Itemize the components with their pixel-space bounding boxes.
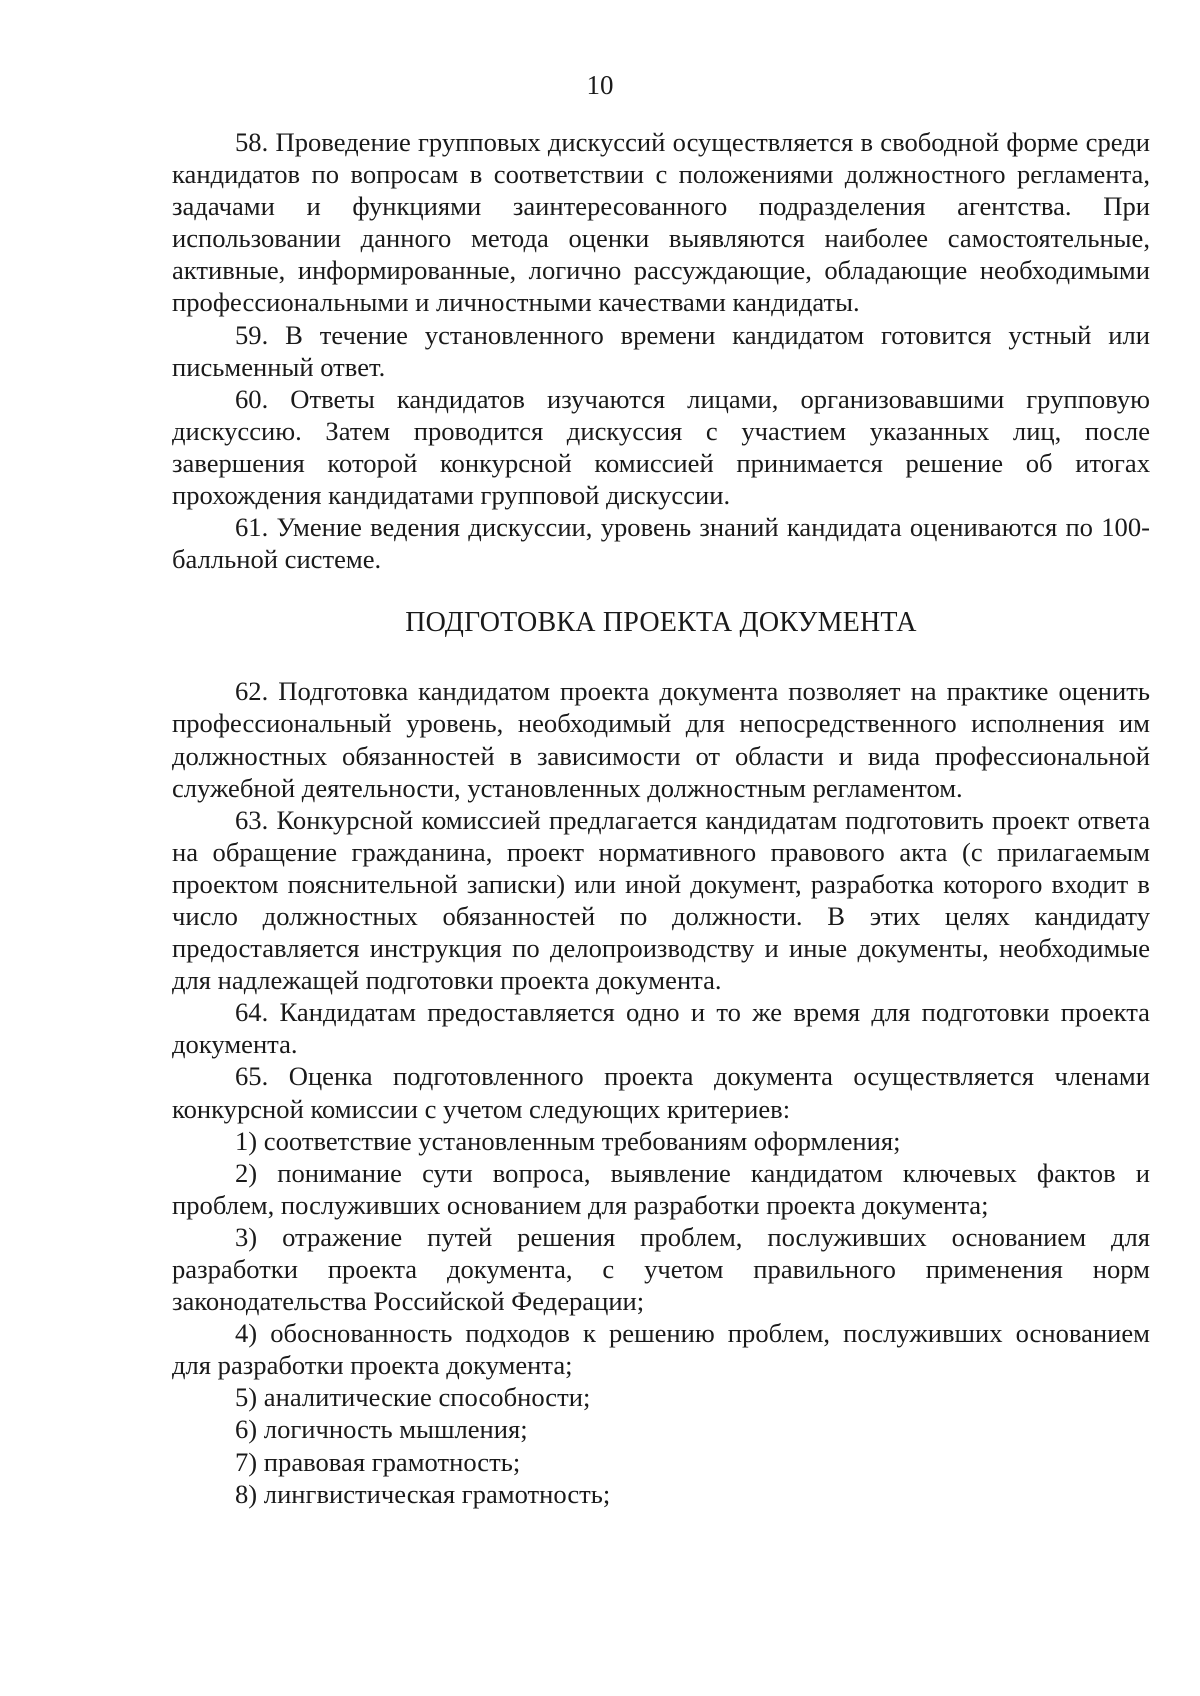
- document-body: [172, 126, 1150, 1510]
- section-heading: ПОДГОТОВКА ПРОЕКТА ДОКУМЕНТА: [405, 607, 917, 639]
- paragraph-65: 65. Оценка подготовленного проекта документа осуществляется членами конкурсной комиссии с учетом следующих критериев:: [172, 1061, 1150, 1124]
- criterion-2: 2) понимание сути вопроса, выявление кандидатом ключевых фактов и проблем, послуживших основанием для разработки проекта документа;: [172, 1157, 1150, 1220]
- criterion-8: 8) лингвистическая грамотность;: [235, 1478, 611, 1509]
- paragraph-62: 62. Подготовка кандидатом проекта документа позволяет на практике оценить профессиональный уровень, необходимый для непосредственного исполнения им должностных обязанностей в зависимости от области и вида профессиональной служебной деятельности, установленных должностным регламентом.: [172, 676, 1150, 803]
- criterion-6: 6) логичность мышления;: [235, 1414, 528, 1445]
- paragraph-60: 60. Ответы кандидатов изучаются лицами, организовавшими групповую дискуссию. Затем проводится дискуссия с участием указанных лиц, после завершения которой конкурсной комиссией принимается решение об итогах прохождения кандидатами групповой дискуссии.: [172, 383, 1150, 511]
- criterion-5: 5) аналитические способности;: [235, 1382, 591, 1413]
- page-number: 10: [586, 70, 614, 100]
- criterion-7: 7) правовая грамотность;: [235, 1446, 521, 1477]
- paragraph-58: 58. Проведение групповых дискуссий осуществляется в свободной форме среди кандидатов по вопросам в соответствии с положениями должностного регламента, задачами и функциями заинтересованного подразделения агентства. При использовании данного метода оценки выявляются наиболее самостоятельные, активные, информированные, логично рассуждающие, обладающие необходимыми профессиональными и личностными качествами кандидаты.: [172, 127, 1150, 318]
- paragraph-63: 63. Конкурсной комиссией предлагается кандидатам подготовить проект ответа на обращение гражданина, проект нормативного правового акта (с прилагаемым проектом пояснительной записки) или иной документ, разработка которого входит в число должностных обязанностей по должности. В этих целях кандидату предоставляется инструкция по делопроизводству и иные документы, необходимые для надлежащей подготовки проекта документа.: [172, 804, 1150, 996]
- paragraph-59: 59. В течение установленного времени кандидатом готовится устный или письменный ответ.: [172, 319, 1150, 382]
- criterion-4: 4) обоснованность подходов к решению проблем, послуживших основанием для разработки проекта документа;: [172, 1318, 1150, 1381]
- paragraph-61: 61. Умение ведения дискуссии, уровень знаний кандидата оцениваются по 100-балльной системе.: [172, 512, 1150, 575]
- criterion-1: 1) соответствие установленным требованиям оформления;: [235, 1125, 901, 1156]
- paragraph-64: 64. Кандидатам предоставляется одно и то же время для подготовки проекта документа.: [172, 997, 1150, 1060]
- criterion-3: 3) отражение путей решения проблем, послуживших основанием для разработки проекта документа, с учетом правильного применения норм законодательства Российской Федерации;: [172, 1221, 1150, 1317]
